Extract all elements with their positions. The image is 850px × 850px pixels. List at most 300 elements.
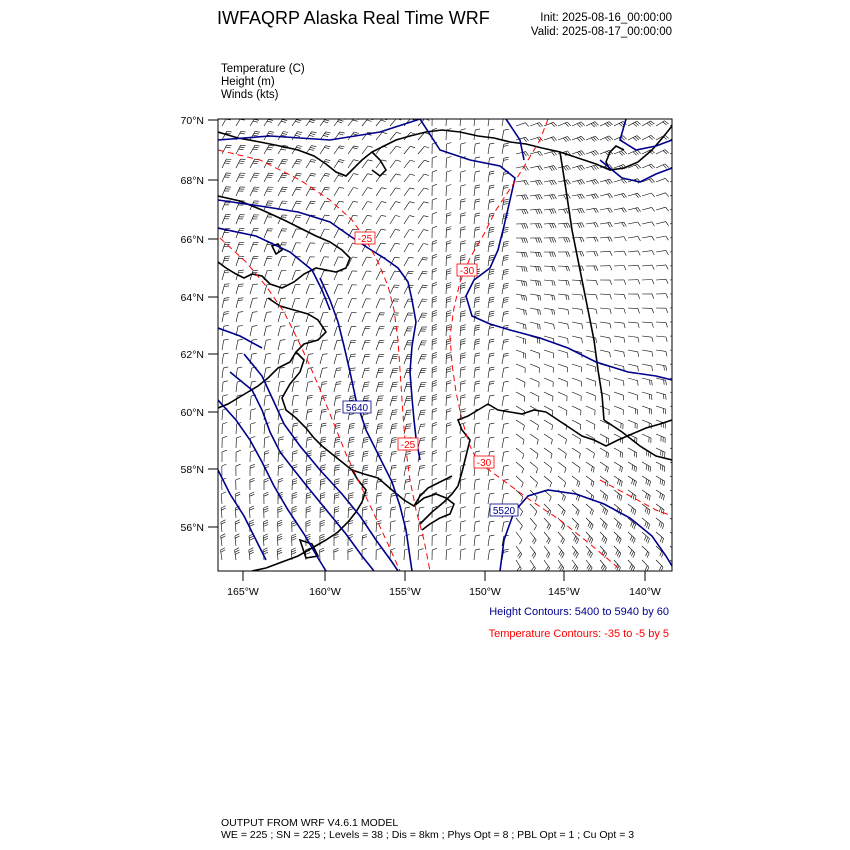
wind-barb-flag [680,236,683,240]
wind-barb-flag [293,411,298,412]
wind-barb-flag [277,550,282,552]
wind-barb-flag [323,354,328,355]
wind-barb-flag [550,252,552,257]
wind-barb-flag [552,411,553,416]
wind-barb-flag [348,523,353,525]
wind-barb-flag [591,481,592,486]
wind-barb-flag [547,568,550,572]
wind-barb-flag [282,120,287,121]
wind-barb-flag [420,440,425,441]
wind-barb-flag [677,122,681,125]
wind-barb-flag [364,384,369,385]
wind-barb-flag [579,137,582,141]
wind-barb-staff [334,466,335,476]
wind-barb-flag [663,165,667,169]
wind-barb-flag [267,121,272,122]
wind-barb-flag [632,537,634,542]
wind-barb-staff [474,438,475,448]
wind-barb-staff [348,299,352,308]
wind-barb-flag [596,338,597,343]
wind-barb-staff [586,420,595,425]
wind-barb-staff [600,406,609,410]
wind-barb-flag [392,465,397,466]
wind-barb-staff [348,146,354,154]
wind-barb-staff [502,452,504,462]
wind-barb-staff [292,438,293,448]
wind-barb-flag [306,469,311,470]
wind-barb-flag [266,326,271,327]
wind-barb-flag [223,367,228,368]
wind-barb-staff [474,158,475,168]
wind-barb-staff [390,229,395,238]
wind-barb-flag [237,409,242,410]
wind-barb-flag [350,437,355,438]
wind-barb-flag [475,171,480,172]
wind-barb-staff [530,350,539,353]
wind-barb-staff [460,312,461,322]
wind-barb-flag [254,147,259,148]
lon-label-160w: 160°W [309,586,341,598]
wind-barb-flag [253,177,258,178]
wind-barb-flag [249,538,254,540]
wind-barb-flag [432,301,437,303]
wind-barb-flag [320,525,325,527]
wind-barb-flag [269,173,274,174]
wind-barb-flag [538,224,540,229]
wind-barb-staff [236,187,240,196]
wind-barb-flag [392,424,397,425]
wind-barb-flag [280,340,285,341]
wind-barb-staff [600,294,610,295]
wind-barb-flag [363,442,368,443]
wind-barb-staff [474,116,475,126]
wind-barb-flag [406,412,411,413]
wind-barb-flag [292,511,297,513]
wind-barb-staff [670,350,680,351]
wind-barb-flag [552,425,553,430]
wind-barb-flag [334,536,339,538]
wind-barb-flag [649,496,650,501]
wind-barb-flag [281,121,286,122]
wind-barb-staff [264,215,268,224]
wind-barb-flag [278,511,283,513]
wind-barb-flag [594,223,596,227]
wind-barb-flag [624,309,625,314]
wind-barb-flag [563,511,565,516]
wind-barb-flag [306,506,311,508]
wind-barb-staff [264,438,265,448]
wind-barb-staff [502,130,504,140]
wind-barb-staff [642,392,652,395]
wind-barb-flag [680,366,681,371]
wind-barb-flag [321,411,326,412]
wind-barb-flag [393,410,398,411]
wind-barb-flag [631,493,632,498]
wind-barb-flag [349,428,354,429]
wind-barb-staff [278,312,281,322]
wind-barb-staff [404,230,409,239]
wind-barb-flag [547,538,550,542]
wind-barb-flag [577,181,580,185]
wind-barb-flag [253,163,258,164]
wind-barb-flag [588,522,590,527]
wind-barb-flag [533,568,536,572]
wind-barb-staff [488,172,490,182]
wind-barb-flag [547,554,550,558]
wind-barb-staff [642,222,652,224]
wind-barb-flag [406,451,411,452]
wind-barb-flag [580,209,583,213]
wind-barb-flag [634,525,636,530]
wind-barb-flag [503,302,508,303]
wind-barb-flag [666,323,668,328]
wind-barb-flag [550,209,552,213]
wind-barb-staff [502,382,504,392]
wind-barb-flag [447,521,452,523]
wind-barb-flag [554,281,555,286]
wind-barb-staff [488,298,490,308]
wind-barb-staff [586,122,595,126]
wind-barb-flag [227,117,232,118]
wind-barb-staff [488,270,490,280]
wind-barb-staff [572,122,581,126]
wind-barb-flag [503,260,508,261]
wind-barb-staff [502,270,504,280]
wind-barb-staff [670,504,678,510]
wind-barb-flag [622,208,625,212]
wind-barb-flag [378,398,383,399]
wind-barb-staff [586,504,594,511]
wind-barb-staff [460,452,461,462]
wind-barb-flag [630,550,632,555]
wind-barb-staff [642,207,652,210]
wind-barb-staff [586,532,593,539]
wind-barb-flag [662,539,664,544]
wind-barb-flag [665,135,669,138]
wind-barb-staff [236,215,240,224]
wind-barb-flag [550,483,552,488]
wind-barb-flag [610,237,612,241]
wind-barb-flag [281,326,286,327]
wind-barb-flag [335,425,340,426]
wind-barb-flag [540,209,542,214]
wind-barb-flag [524,397,525,402]
wind-barb-flag [265,437,270,438]
wind-barb-flag [606,466,607,471]
wind-barb-staff [558,378,567,382]
wind-barb-flag [461,185,466,186]
wind-barb-flag [265,395,270,396]
wind-barb-flag [475,201,480,202]
wind-barb-staff [292,271,296,280]
wind-barb-flag [580,237,582,242]
wind-barb-flag [447,185,452,187]
wind-barb-staff [446,382,447,392]
wind-barb-staff [656,560,663,567]
wind-barb-staff [278,271,281,280]
wind-barb-flag [503,159,508,160]
wind-barb-flag [565,468,566,473]
wind-barb-flag [490,213,495,214]
wind-barb-flag [266,367,271,368]
wind-barb-staff [264,326,266,336]
wind-barb-flag [320,497,325,499]
wind-barb-staff [306,340,309,350]
wind-barb-flag [278,536,283,538]
wind-barb-flag [225,284,230,285]
wind-barb-flag [551,138,554,142]
wind-barb-flag [646,479,647,484]
wind-barb-flag [676,538,678,543]
wind-barb-flag [283,187,288,188]
wind-barb-flag [503,341,508,342]
wind-barb-flag [490,535,495,536]
wind-barb-staff [250,312,252,322]
wind-barb-staff [642,322,652,323]
wind-barb-flag [536,181,539,185]
wind-barb-flag [279,439,284,440]
wind-barb-flag [221,522,226,524]
wind-barb-flag [490,395,495,396]
wind-barb-staff [614,462,623,467]
wind-barb-flag [538,425,539,430]
wind-barb-staff [446,158,447,168]
wind-barb-staff [488,508,490,518]
wind-barb-flag [620,466,621,471]
wind-barb-flag [432,450,437,452]
wind-barb-flag [392,412,397,413]
wind-barb-staff [614,322,624,323]
wind-barb-flag [633,509,634,514]
wind-barb-flag [377,469,382,470]
wind-barb-flag [504,199,509,200]
wind-barb-staff [670,236,680,238]
wind-barb-staff [250,145,255,154]
wind-barb-staff [544,322,554,324]
wind-barb-staff [404,341,408,350]
wind-barb-flag [447,171,452,173]
wind-barb-flag [624,280,626,285]
wind-barb-flag [447,255,452,257]
wind-barb-flag [662,466,663,471]
wind-barb-staff [530,476,538,483]
lon-label-155w: 155°W [389,586,421,598]
wind-barb-flag [536,266,537,271]
wind-barb-flag [447,437,452,439]
wind-barb-staff [642,265,652,266]
wind-barb-staff [516,378,525,382]
wind-barb-flag [674,507,675,512]
wind-barb-staff [628,251,638,252]
wind-barb-flag [432,436,437,438]
wind-barb-flag [593,137,596,141]
wind-barb-flag [295,163,300,164]
wind-barb-flag [624,237,626,241]
wind-barb-staff [558,462,566,468]
wind-barb-staff [530,378,539,382]
wind-barb-staff [348,382,351,392]
wind-barb-flag [475,313,480,314]
wind-barb-staff [670,462,679,467]
wind-barb-flag [239,163,244,164]
wind-barb-flag [263,520,268,522]
wind-barb-staff [404,452,406,462]
wind-barb-flag [536,252,538,257]
lon-label-140w: 140°W [629,586,661,598]
wind-barb-flag [564,238,566,243]
wind-barb-flag [503,232,508,233]
wind-barb-flag [490,367,495,368]
wind-barb-flag [250,464,255,466]
wind-barb-flag [224,325,229,326]
wind-barb-flag [596,194,599,198]
wind-barb-flag [235,550,239,552]
wind-barb-flag [594,425,595,430]
wind-barb-flag [624,266,626,271]
wind-barb-staff [404,202,410,210]
wind-barb-flag [282,133,287,134]
wind-barb-flag [623,136,627,140]
wind-barb-flag [224,286,229,287]
wind-barb-flag [292,492,297,494]
wind-barb-flag [367,215,372,216]
wind-barb-flag [432,548,437,550]
wind-barb-flag [253,298,258,299]
wind-barb-staff [446,326,447,336]
wind-barb-flag [322,368,327,369]
wind-barb-flag [587,550,589,554]
wind-barb-flag [576,554,579,558]
wind-barb-staff [222,145,227,154]
wind-barb-flag [552,295,553,300]
wind-barb-flag [334,509,339,511]
wind-barb-flag [349,442,354,443]
wind-barb-staff [572,476,580,482]
wind-barb-staff [306,201,311,210]
wind-barb-flag [363,400,368,401]
wind-barb-staff [264,452,265,462]
wind-barb-flag [310,134,315,135]
wind-barb-flag [266,381,271,382]
wind-barb-flag [367,120,372,122]
wind-barb-flag [546,552,549,556]
wind-barb-flag [538,295,539,300]
wind-barb-staff [530,420,539,425]
wind-barb-staff [376,285,380,294]
wind-barb-staff [404,494,405,504]
wind-barb-staff [600,322,610,323]
wind-barb-flag [540,238,542,243]
wind-barb-flag [432,299,437,301]
wind-barb-staff [530,532,536,540]
wind-barb-staff [544,378,553,382]
wind-barb-staff [614,336,624,338]
wind-barb-flag [321,453,326,454]
wind-barb-flag [292,483,297,485]
wind-barb-flag [367,188,372,189]
wind-barb-staff [446,242,447,252]
wind-barb-flag [278,522,283,524]
wind-barb-flag [610,222,613,226]
wind-barb-flag [532,538,535,542]
wind-barb-staff [572,406,581,410]
wind-barb-flag [238,312,243,313]
wind-barb-flag [278,506,283,508]
wind-barb-flag [241,131,246,132]
wind-barb-staff [670,193,679,197]
wind-barb-staff [656,250,666,252]
wind-barb-staff [474,172,475,182]
wind-barb-flag [461,201,466,202]
wind-barb-flag [293,465,298,467]
wind-barb-flag [504,465,509,466]
wind-barb-flag [408,273,413,274]
wind-barb-staff [292,536,293,546]
wind-barb-staff [376,369,379,379]
wind-barb-flag [561,524,563,529]
wind-barb-staff [306,410,308,420]
wind-barb-flag [534,540,537,544]
wind-barb-flag [235,522,240,524]
wind-barb-staff [628,546,635,553]
wind-barb-flag [406,426,411,427]
wind-barb-flag [564,224,566,229]
wind-barb-flag [396,202,401,203]
wind-barb-staff [236,229,240,238]
wind-barb-staff [460,298,461,308]
wind-barb-flag [580,439,581,444]
wind-barb-staff [516,350,525,354]
wind-barb-staff [502,116,504,126]
wind-barb-flag [624,222,627,226]
wind-barb-flag [634,480,635,485]
wind-barb-flag [620,525,622,530]
wind-barb-flag [446,285,451,287]
wind-barb-staff [446,438,447,448]
longitude-axis [243,571,645,581]
temp-label-north: -25 [357,234,373,245]
wind-barb-flag [320,511,325,513]
wind-barb-staff [292,396,294,406]
temp-label-southwest: -25 [400,440,416,451]
wind-barb-flag [504,409,509,410]
wind-barb-staff [362,341,365,351]
wind-barb-flag [594,194,597,198]
wind-barb-flag [309,121,314,122]
wind-barb-staff [236,382,237,392]
wind-barb-flag [292,495,297,497]
wind-barb-flag [504,227,509,228]
wind-barb-flag [566,238,568,243]
wind-barb-flag [461,227,466,228]
wind-barb-flag [420,479,425,480]
wind-barb-flag [296,134,301,135]
wind-barb-staff [362,160,368,168]
wind-barb-staff [642,236,652,238]
wind-barb-staff [320,438,321,448]
wind-barb-staff [236,424,237,434]
wind-barb-staff [586,476,594,482]
wind-barb-staff [516,518,522,526]
wind-barb-flag [524,310,525,315]
wind-barb-flag [578,482,580,487]
wind-barb-staff [544,266,554,267]
wind-barb-flag [235,520,240,522]
wind-barb-flag [607,468,608,473]
wind-barb-flag [504,423,509,424]
wind-barb-flag [432,369,437,371]
wind-barb-flag [461,299,466,300]
